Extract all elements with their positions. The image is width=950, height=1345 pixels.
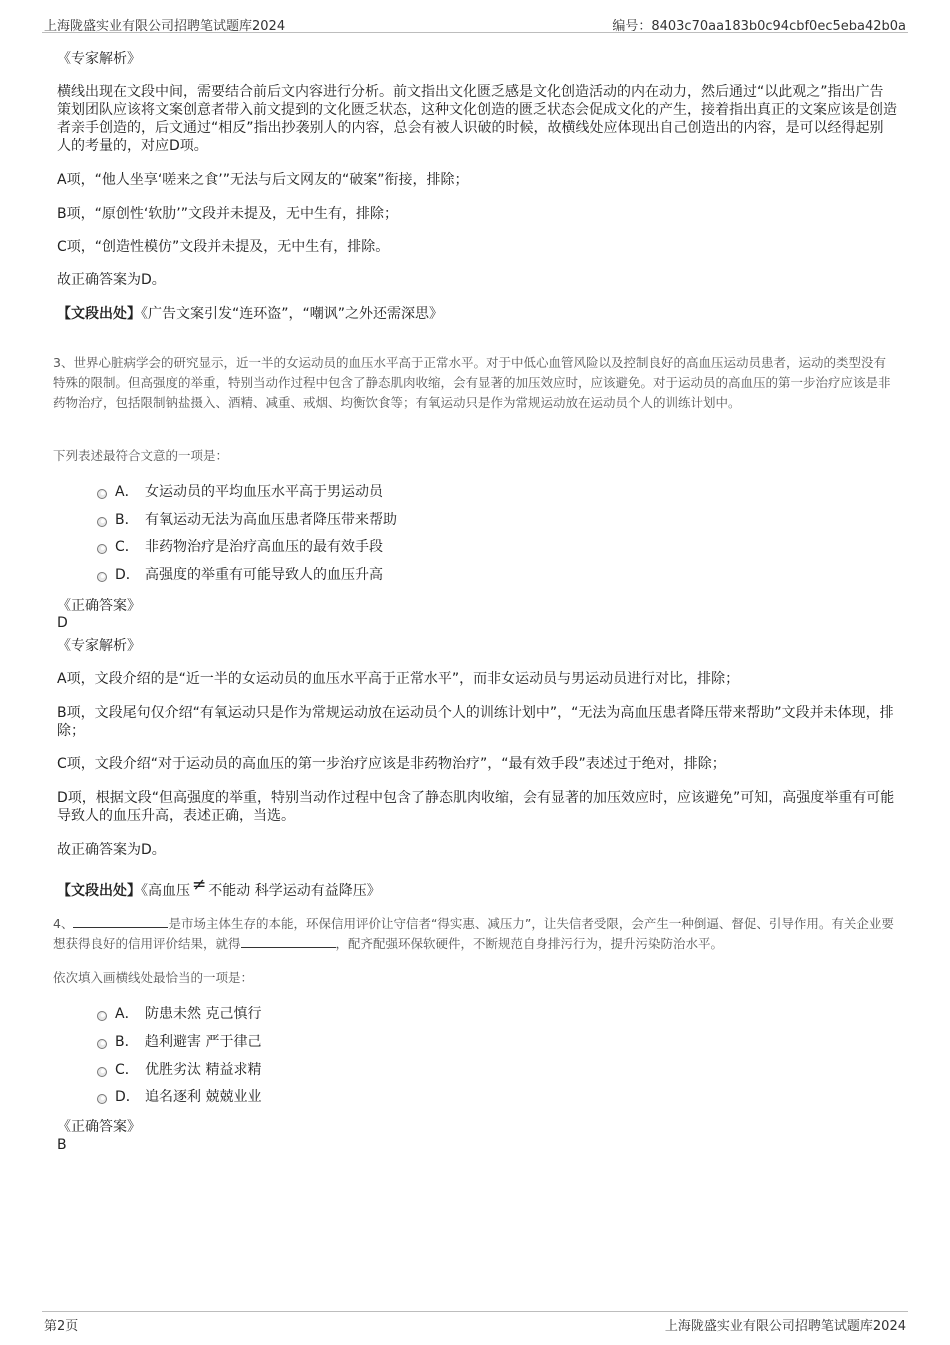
fill-blank bbox=[241, 935, 336, 948]
radio-icon[interactable] bbox=[97, 1094, 107, 1104]
answer-value: B bbox=[57, 1137, 67, 1153]
question-3-prompt: 下列表述最符合文意的一项是： bbox=[53, 448, 229, 463]
radio-icon[interactable] bbox=[97, 489, 107, 499]
question-4-prompt: 依次填入画横线处最恰当的一项是： bbox=[53, 970, 254, 985]
header-title: 上海陇盛实业有限公司招聘笔试题库2024 bbox=[44, 19, 286, 34]
source-citation: 【文段出处】《高血压 ≠ 不能动 科学运动有益降压》 bbox=[57, 875, 381, 899]
analysis-option-a: A项，文段介绍的是“近一半的女运动员的血压水平高于正常水平”，而非女运动员与男运动员进行对比，排除； bbox=[57, 671, 740, 687]
question-number: 4、 bbox=[53, 916, 74, 931]
analysis-paragraph: 横线出现在文段中间，需要结合前后文内容进行分析。前文指出文化匮乏感是文化创造活动的内在动力，然后通过“以此观之”指出广告策划团队应该将文案创意者带入前文提到的文化匮乏状态，这种文化创造的匮乏状态会促成文化的产生，接着指出真正的文案应该是创造者亲手创造的，后文通过“相反”指出抄袭别人的内容，总会有被人识破的时候，故横线处应体现出自己创造出的内容，是可以经得起别人的考量的，对应D项。 bbox=[57, 84, 897, 154]
answer-label: 《正确答案》 bbox=[57, 598, 141, 614]
analysis-option-c: C项，“创造性模仿”文段并未提及，无中生有，排除。 bbox=[57, 239, 390, 255]
question-3-option-a[interactable]: A． 女运动员的平均血压水平高于男运动员 bbox=[97, 482, 383, 502]
source-label: 【文段出处】 bbox=[57, 883, 141, 899]
question-3-option-d[interactable]: D． 高强度的举重有可能导致人的血压升高 bbox=[97, 565, 383, 585]
question-3-option-b[interactable]: B． 有氧运动无法为高血压患者降压带来帮助 bbox=[97, 510, 397, 530]
not-equal-symbol: ≠ bbox=[192, 875, 207, 895]
source-label: 【文段出处】 bbox=[57, 306, 141, 322]
analysis-option-c: C项，文段介绍“对于运动员的高血压的第一步治疗应该是非药物治疗”，“最有效手段”表述过于绝对，排除； bbox=[57, 756, 726, 772]
answer-value: D bbox=[57, 615, 68, 631]
analysis-option-b: B项，文段尾句仅介绍“有氧运动只是作为常规运动放在运动员个人的训练计划中”，“无法为高血压患者降压带来帮助”文段并未体现，排除； bbox=[57, 705, 894, 739]
source-citation bbox=[57, 305, 897, 323]
footer-title: 上海陇盛实业有限公司招聘笔试题库2024 bbox=[664, 1319, 906, 1334]
radio-icon[interactable] bbox=[97, 1011, 107, 1021]
radio-icon[interactable] bbox=[97, 1039, 107, 1049]
radio-icon[interactable] bbox=[97, 544, 107, 554]
radio-icon[interactable] bbox=[97, 517, 107, 527]
analysis-option-b: B项，“原创性‘软肋’”文段并未提及，无中生有，排除； bbox=[57, 206, 399, 222]
question-4-option-a[interactable]: A． 防患未然 克己慎行 bbox=[97, 1004, 261, 1024]
conclusion: 故正确答案为D。 bbox=[57, 842, 166, 858]
analysis-option-d: D项，根据文段“但高强度的举重，特别当动作过程中包含了静态肌肉收缩，会有显著的加压效应时，应该避免”可知，高强度举重有可能导致人的血压升高，表述正确，当选。 bbox=[57, 790, 895, 824]
question-4-stem: 4、 是市场主体生存的本能，环保信用评价让守信者“得实惠、减压力”，让失信者受限，会产生一种倒逼、督促、引导作用。有关企业要想获得良好的信用评价结果，就得 ，配齐配强环保软硬件，不断规范自身排污行为，提升污染防治水平。 bbox=[53, 916, 894, 951]
radio-icon[interactable] bbox=[97, 572, 107, 582]
question-number: 3、 bbox=[53, 355, 74, 370]
source-title: 《广告文案引发“连环盗”，“嘲讽”之外还需深思》 bbox=[141, 306, 444, 322]
question-4-option-c[interactable]: C． 优胜劣汰 精益求精 bbox=[97, 1060, 261, 1080]
radio-icon[interactable] bbox=[97, 1067, 107, 1077]
analysis-label: 《专家解析》 bbox=[57, 51, 141, 67]
answer-label: 《正确答案》 bbox=[57, 1119, 141, 1135]
question-4-option-d[interactable]: D． 追名逐利 兢兢业业 bbox=[97, 1087, 261, 1107]
page-footer bbox=[42, 1311, 908, 1334]
conclusion: 故正确答案为D。 bbox=[57, 272, 166, 288]
document-id: 编号：8403c70aa183b0c94cbf0ec5eba42b0a bbox=[612, 19, 906, 34]
page-number: 第2页 bbox=[44, 1319, 79, 1334]
page-header bbox=[42, 12, 908, 33]
fill-blank bbox=[73, 915, 168, 928]
question-4-option-b[interactable]: B． 趋利避害 严于律己 bbox=[97, 1032, 261, 1052]
analysis-label: 《专家解析》 bbox=[57, 638, 141, 654]
analysis-option-a: A项，“他人坐享‘嗟来之食’”无法与后文网友的“破案”衔接，排除； bbox=[57, 172, 469, 188]
question-3-option-c[interactable]: C． 非药物治疗是治疗高血压的最有效手段 bbox=[97, 537, 383, 557]
question-3-stem: 3、世界心脏病学会的研究显示，近一半的女运动员的血压水平高于正常水平。对于中低心血管风险以及控制良好的高血压运动员患者，运动的类型没有特殊的限制。但高强度的举重，特别当动作过程中包含了静态肌肉收缩，会有显著的加压效应时，应该避免。对于运动员的高血压的第一步治疗应该是非药物治疗，包括限制钠盐摄入、酒精、减重、戒烟、均衡饮食等；有氧运动只是作为常规运动放在运动员个人的训练计划中。 bbox=[53, 355, 891, 410]
